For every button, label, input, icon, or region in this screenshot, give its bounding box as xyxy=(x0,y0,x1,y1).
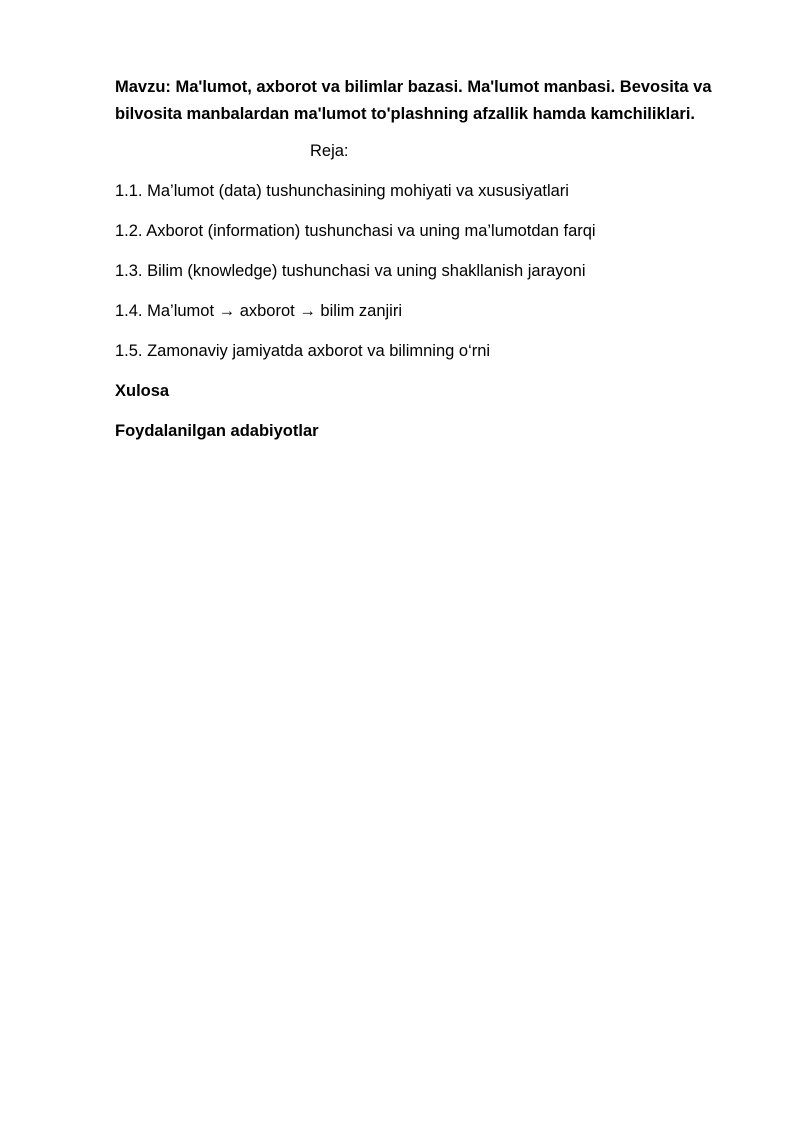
plan-heading: Reja: xyxy=(310,142,349,160)
document-body xyxy=(115,74,735,458)
plan-item-1-2: 1.2. Axborot (information) tushunchasi va uning ma’lumotdan farqi xyxy=(115,222,596,240)
conclusion-heading: Xulosa xyxy=(115,382,170,400)
plan-item-1-5: 1.5. Zamonaviy jamiyatda axborot va bilimning o‘rni xyxy=(115,342,491,360)
plan-item-1-3: 1.3. Bilim (knowledge) tushunchasi va uning shakllanish jarayoni xyxy=(115,262,586,280)
document-title: Mavzu: Ma'lumot, axborot va bilimlar bazasi. Ma'lumot manbasi. Bevosita va bilvosita manbalardan ma'lumot to'plashning afzallik hamda kamchiliklari. xyxy=(115,78,712,123)
plan-item-1-4: 1.4. Ma’lumot → axborot → bilim zanjiri xyxy=(115,302,403,320)
references-heading: Foydalanilgan adabiyotlar xyxy=(115,422,319,440)
plan-item-1-1: 1.1. Ma’lumot (data) tushunchasining mohiyati va xususiyatlari xyxy=(115,182,569,200)
